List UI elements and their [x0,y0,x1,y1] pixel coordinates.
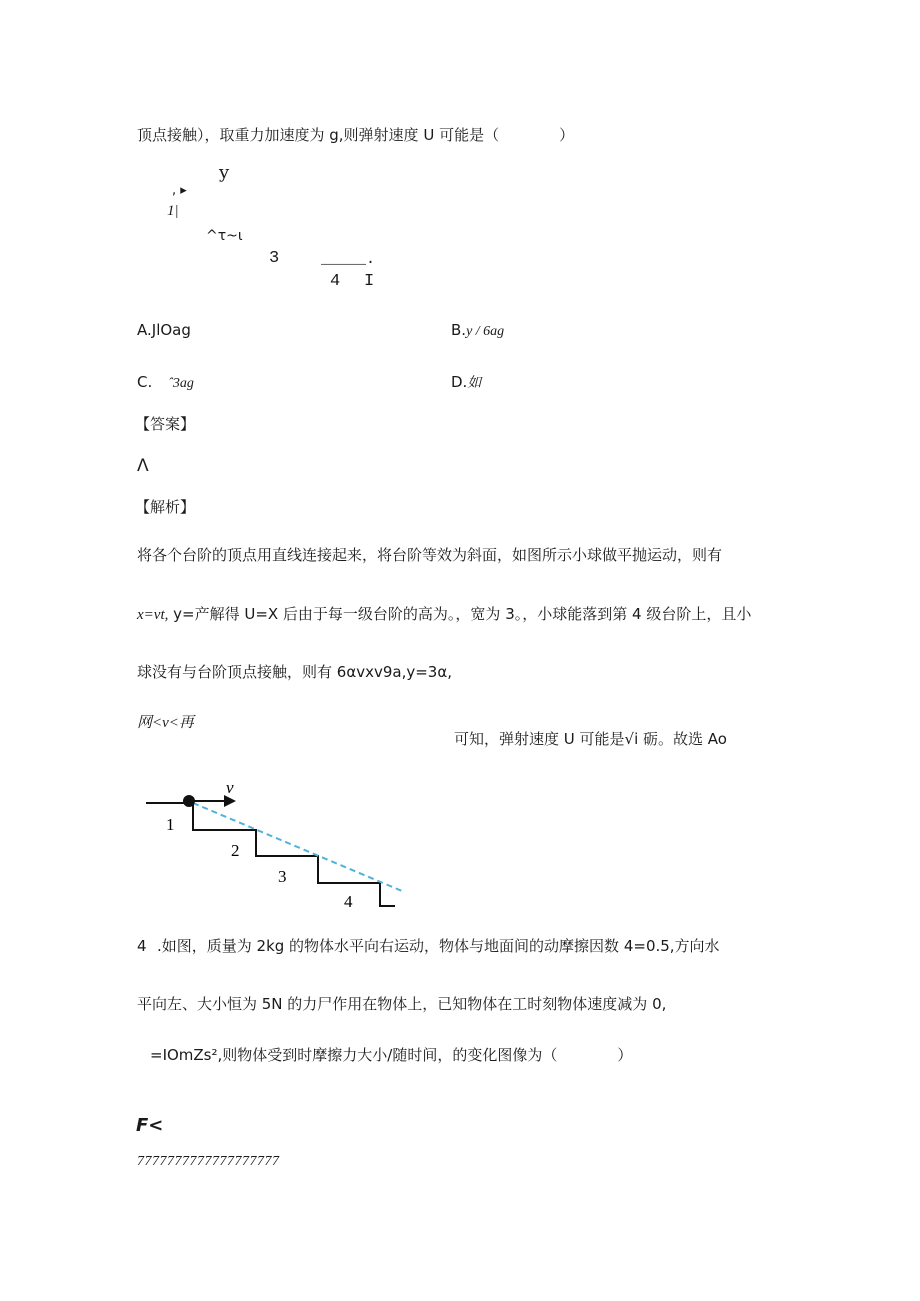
option-a [137,320,191,340]
q4-ground-marks: 7777777777777777777 [137,1154,280,1169]
conclusion: 可知，弹射速度 U 可能是√i 砺。故选 Ao [454,730,727,748]
q4-line-1: .如图，质量为 2kg 的物体水平向右运动，物体与地面间的动摩擦因数 4=0.5,方向水 [157,937,720,955]
option-d-text: 如 [467,376,482,391]
analysis-line-3: 球没有与台阶顶点接触，则有 6αvxv9a,y=3α, [137,663,452,681]
q4-force-label: F< [136,1115,164,1136]
option-d-label: D. [451,373,468,391]
dashed-incline-line [193,803,402,891]
ball [183,795,195,807]
analysis-header: 【解析】 [135,498,196,516]
staircase-steps [193,803,395,906]
option-c-text: ˆ3ag [168,376,194,391]
fig-y-label: y [219,162,230,183]
analysis-line-1: 将各个台阶的顶点用直线连接起来，将台阶等效为斜面，如图所示小球做平抛运动，则有 [137,546,723,564]
answer-value: Λ [137,456,149,476]
fig-one-mark: 1| [167,203,179,219]
fig-number-4: 4 [330,272,341,291]
analysis-line-2 [137,604,751,625]
option-b-text: y / 6ag [466,324,505,339]
option-a-label: A. [137,321,152,339]
option-d [451,372,481,394]
step-label-2: 2 [231,841,240,860]
answer-header: 【答案】 [135,415,196,433]
fig-number-3: 3 [269,249,280,268]
fig-tilde-mark: ^τ~ι [206,228,243,244]
q4-number: 4 [137,937,147,955]
q4-line-3: =IOmZs²,则物体受到时摩擦力大小/随时间，的变化图像为（ ） [150,1046,633,1064]
analysis-line-2-rest: y=产解得 U=X 后由于每一级台阶的高为。，宽为 3。，小球能落到第 4 级台阶上，且小 [168,605,752,623]
inequality: 网<v<再 [137,715,194,731]
fig-dash-dot: _____. [321,251,376,268]
step-label-1: 1 [166,815,175,834]
q3-stem-tail: 顶点接触），取重力加速度为 g,则弹射速度 U 可能是（ ） [137,126,575,144]
analysis-math-xvt: x=vt, [137,607,169,623]
velocity-label: v [226,778,234,797]
step-label-4: 4 [344,892,353,911]
fig-arrow-mark: , ▸ [172,183,187,198]
q4-line-2: 平向左、大小恒为 5N 的力尸作用在物体上，已知物体在工时刻物体速度减为 0, [137,995,667,1013]
staircase-diagram [140,778,410,918]
option-a-text: JlOag [151,321,191,339]
step-label-3: 3 [278,867,287,886]
fig-i-mark: I [364,272,375,291]
option-b-label: B. [451,321,467,339]
option-c [137,372,194,394]
option-b [451,320,504,342]
option-c-label: C. [137,373,153,391]
